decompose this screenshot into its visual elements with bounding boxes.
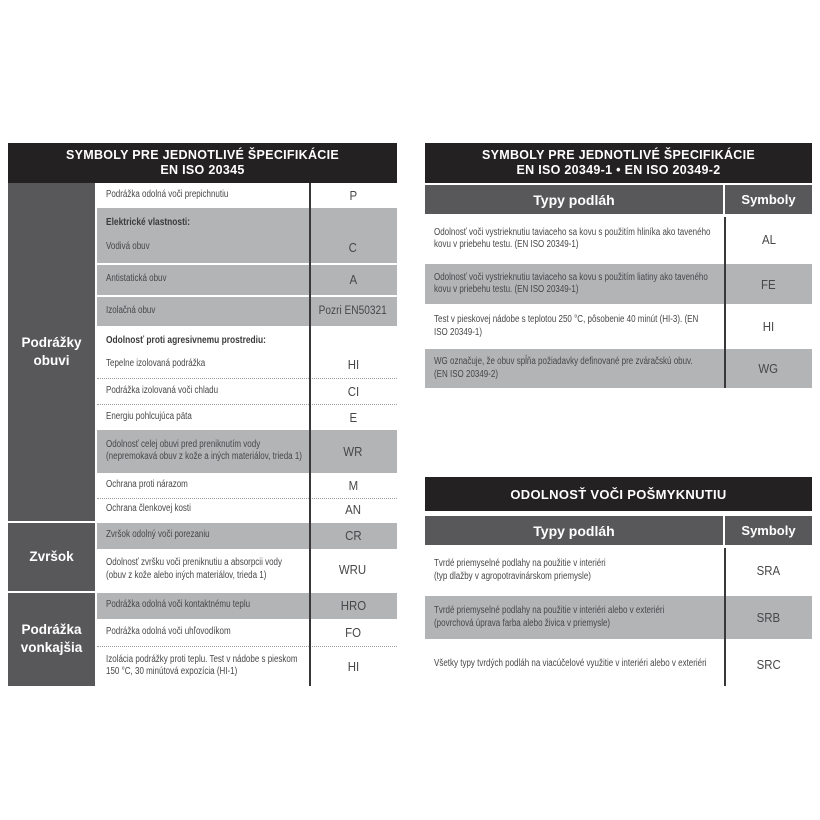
- table-body: [8, 183, 397, 686]
- row-label: WG označuje, že obuv spĺňa požiadavky definované pre zváračskú obuv.: [434, 356, 693, 367]
- table-row: [97, 646, 397, 686]
- row-label: Energiu pohlcujúca päta: [106, 410, 192, 422]
- row-symbol: HI: [762, 319, 775, 334]
- table-title-line2: EN ISO 20345: [160, 163, 245, 177]
- row-symbol: E: [349, 409, 357, 425]
- table-row: [425, 217, 812, 261]
- row-symbol: SRA: [756, 563, 781, 578]
- row-label: Všetky typy tvrdých podláh na viacúčelové využitie v interiéri alebo v exteriéri: [434, 657, 707, 669]
- group-rows: [97, 523, 397, 591]
- row-label: Izolačná obuv: [106, 304, 156, 316]
- row-symbol: FE: [761, 276, 776, 292]
- table-body: [425, 548, 812, 686]
- table-column-headers: [425, 516, 812, 545]
- row-label: Podrážka odolná voči kontaktnému teplu: [106, 599, 251, 611]
- group-rows: [97, 593, 397, 686]
- group-podrazky-obuvi: [8, 183, 397, 521]
- table-title: ODOLNOSŤ VOČI POŠMYKNUTIU: [510, 486, 727, 502]
- row-label: Tepelne izolovaná podrážka: [106, 358, 206, 370]
- category-cell-podrazky-obuvi: Podrážky obuvi: [8, 183, 95, 521]
- table-row: [425, 307, 812, 346]
- table-title-line1: SYMBOLY PRE JEDNOTLIVÉ ŠPECIFIKÁCIE: [65, 148, 340, 162]
- category-cell-zvrsok: Zvršok: [8, 523, 95, 591]
- table-row: [97, 549, 397, 591]
- row-symbol: CI: [347, 383, 359, 399]
- column-divider: [309, 183, 311, 686]
- table-column-headers: [425, 185, 812, 214]
- row-label: Podrážka odolná voči uhľovodíkom: [106, 625, 231, 637]
- row-symbol: HRO: [340, 598, 366, 613]
- row-symbol: WG: [758, 361, 779, 376]
- row-symbol: SRC: [756, 656, 781, 672]
- table-row: [97, 265, 397, 295]
- row-symbol: M: [348, 477, 358, 493]
- column-divider: [724, 548, 726, 686]
- row-label: Podrážka izolovaná voči chladu: [106, 384, 219, 396]
- column-divider: [724, 217, 726, 388]
- row-symbol: HI: [347, 658, 359, 674]
- column-header-typy-podlah: Typy podláh: [425, 185, 723, 214]
- row-symbol: AN: [345, 502, 361, 517]
- row-label-line2: (povrchová úprava farba alebo živica v priemysle): [434, 617, 611, 629]
- table-row: [425, 642, 812, 686]
- row-label: Tvrdé priemyselné podlahy na použitie v interiéri: [434, 558, 606, 569]
- row-symbol: Pozri EN50321: [318, 305, 388, 317]
- row-label: Ochrana členkovej kosti: [106, 503, 191, 515]
- table-body: [425, 217, 812, 388]
- table-row: [97, 183, 397, 208]
- table-title-bar: [425, 143, 812, 183]
- table-row: [425, 548, 812, 593]
- category-cell-podrazka-vonkajsia: Podrážka vonkajšia: [8, 593, 95, 686]
- table-row: [425, 349, 812, 388]
- table-slip-resistance: [425, 477, 812, 686]
- table-row: [97, 404, 397, 430]
- table-en-iso-20345: [8, 143, 397, 686]
- row-label: Odolnosť voči vystrieknutiu taviaceho sa kovu s použitím hliníka ako taveného kovu v priebehu testu. (EN ISO 20349-1): [434, 226, 711, 250]
- row-label: Vodivá obuv: [106, 241, 150, 253]
- row-symbol: AL: [761, 231, 776, 247]
- table-row: [97, 430, 397, 473]
- group-zvrsok: [8, 523, 397, 591]
- column-header-symboly: Symboly: [725, 185, 812, 214]
- column-header-typy-podlah: Typy podláh: [425, 516, 723, 545]
- row-symbol: HI: [347, 357, 359, 372]
- table-subsection-row: [97, 326, 397, 352]
- row-label-line2: (obuv z kože alebo iných materiálov, trieda 1): [106, 569, 267, 581]
- row-symbol: SRB: [756, 610, 781, 625]
- row-symbol: C: [348, 240, 358, 255]
- table-title-bar: [425, 477, 812, 511]
- row-label: Tvrdé priemyselné podlahy na použitie v interiéri alebo v exteriéri: [434, 605, 665, 616]
- table-row: [425, 264, 812, 304]
- row-label-line2: (EN ISO 20349-2): [434, 368, 499, 380]
- row-label: Odolnosť celej obuvi pred preniknutím vody (nepremokavá obuv z kože a iných materiálov, trieda 1): [106, 438, 302, 462]
- table-title-bar: [8, 143, 397, 183]
- subsection-label: Elektrické vlastnosti:: [106, 216, 191, 228]
- table-row: [97, 352, 397, 378]
- table-row: [97, 473, 397, 498]
- row-label: Odolnosť zvršku voči preniknutiu a absorpcii vody: [106, 557, 282, 568]
- row-label: Izolácia podrážky proti teplu. Test v nádobe s pieskom 150 °C, 30 minútová expozícia (HI-1): [106, 653, 298, 677]
- row-label: Odolnosť voči vystrieknutiu taviaceho sa kovu s použitím liatiny ako taveného kovu v priebehu testu. (EN ISO 20349-1): [434, 271, 708, 295]
- table-title-line1: SYMBOLY PRE JEDNOTLIVÉ ŠPECIFIKÁCIE: [481, 148, 756, 162]
- table-row: [97, 498, 397, 521]
- table-subsection-row: [97, 208, 397, 233]
- table-row: [97, 378, 397, 404]
- group-rows: [97, 183, 397, 521]
- table-row: [97, 297, 397, 326]
- row-label: Ochrana proti nárazom: [106, 478, 188, 490]
- table-en-iso-20349: [425, 143, 812, 388]
- row-symbol: WRU: [339, 562, 367, 577]
- row-symbol: CR: [344, 528, 362, 543]
- row-label: Test v pieskovej nádobe s teplotou 250 °C, pôsobenie 40 minút (HI-3). (EN ISO 20349-1): [434, 314, 699, 338]
- row-label: Antistatická obuv: [106, 273, 167, 285]
- row-label: Podrážka odolná voči prepichnutiu: [106, 189, 229, 201]
- group-podrazka-vonkajsia: [8, 593, 397, 686]
- row-label-line2: (typ dlažby v agropotravinárskom priemysle): [434, 570, 591, 582]
- column-header-symboly: Symboly: [725, 516, 812, 545]
- row-symbol: A: [349, 272, 357, 287]
- table-row: [97, 619, 397, 646]
- row-label: Zvršok odolný voči porezaniu: [106, 529, 210, 541]
- table-title-line2: EN ISO 20349-1 • EN ISO 20349-2: [516, 163, 721, 177]
- row-symbol: WR: [343, 443, 363, 459]
- subsection-label: Odolnosť proti agresivnemu prostrediu:: [106, 334, 266, 347]
- table-row: [97, 523, 397, 549]
- table-row: [97, 593, 397, 619]
- table-row: [97, 233, 397, 263]
- row-symbol: P: [349, 188, 357, 203]
- table-row: [425, 596, 812, 639]
- row-symbol: FO: [345, 624, 361, 640]
